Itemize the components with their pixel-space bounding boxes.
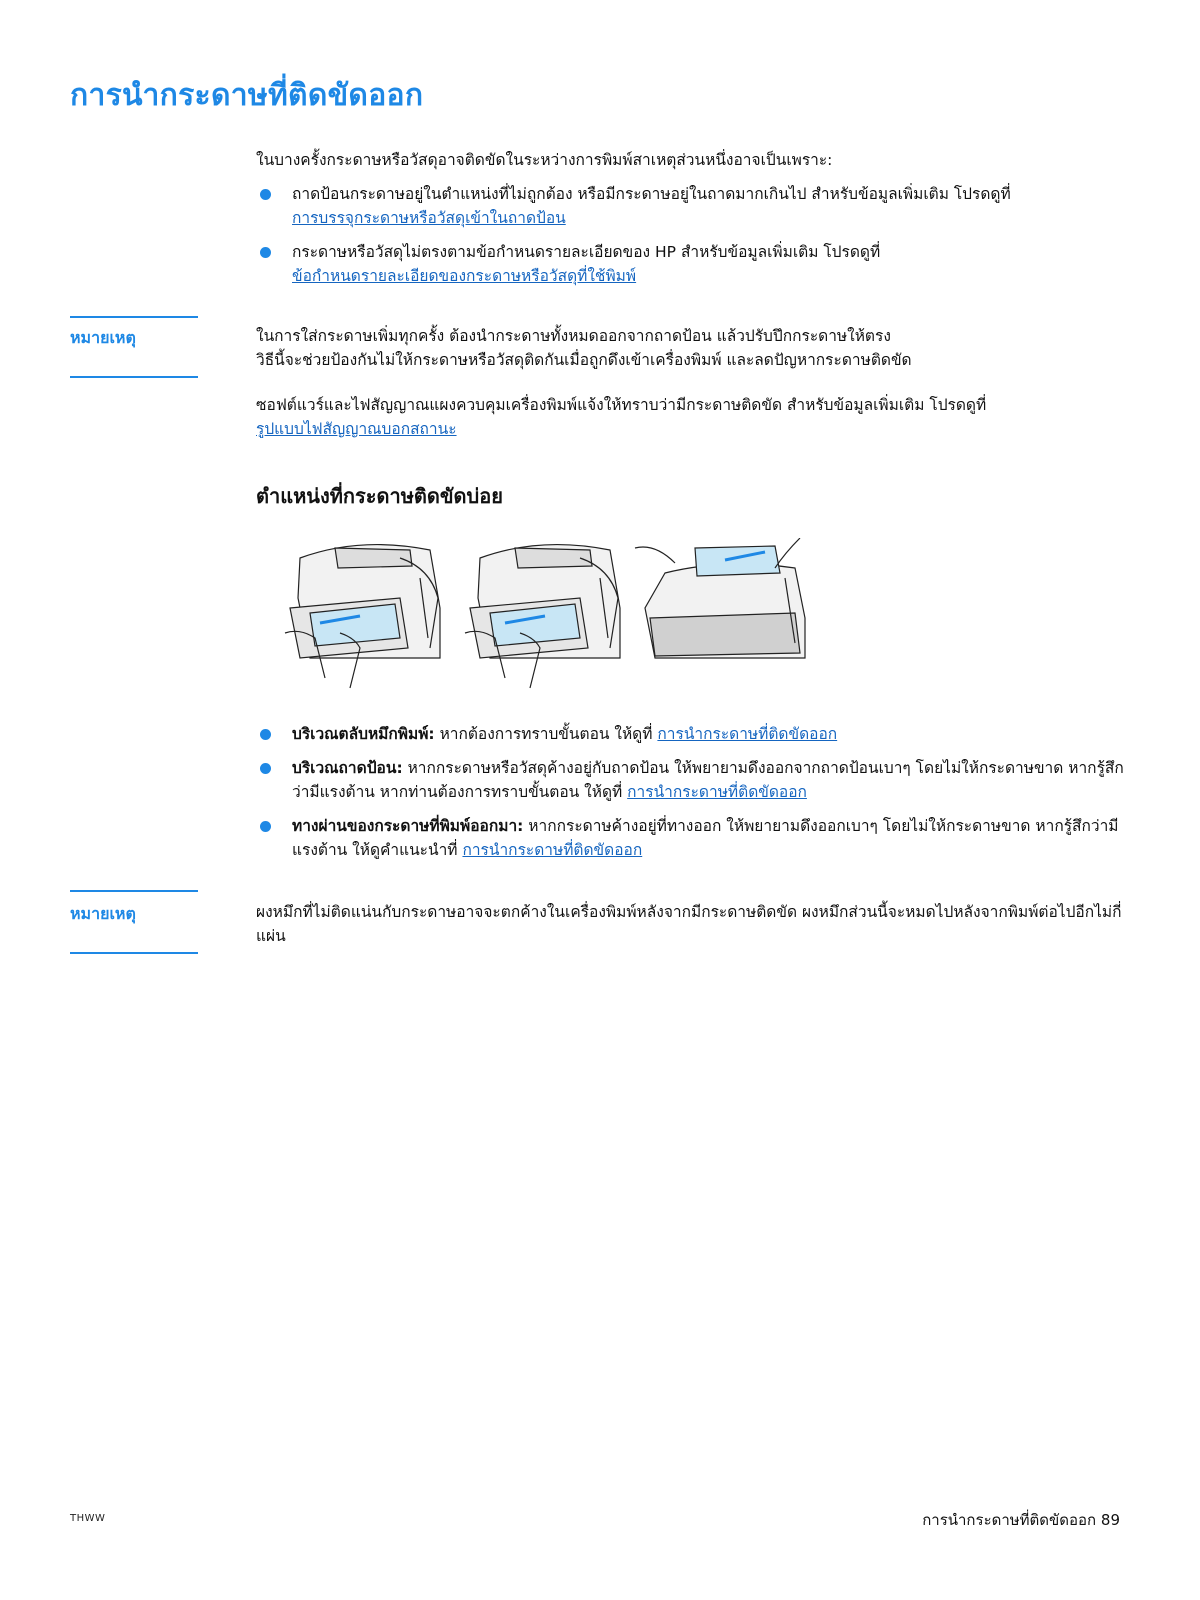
bullet-icon — [260, 189, 271, 200]
link-clearing-jams[interactable]: การนำกระดาษที่ติดขัดออก — [657, 725, 838, 743]
areas-list — [256, 722, 1136, 862]
cause-text: กระดาษหรือวัสดุไม่ตรงตามข้อกำหนดรายละเอียดของ HP สำหรับข้อมูลเพิ่มเติม โปรดดูที่ — [292, 243, 881, 261]
link-clearing-jams[interactable]: การนำกระดาษที่ติดขัดออก — [627, 783, 807, 801]
printer-3-icon — [635, 538, 805, 658]
bullet-icon — [260, 821, 271, 832]
note-rule-bottom — [70, 952, 198, 954]
area-text: หากกระดาษค้างอยู่ที่ทางออก ให้พยายามดึงออกเบาๆ โดยไม่ให้กระดาษขาด หากรู้สึกว่ามีแรงต้าน ให้ดูคำแนะนำที่ — [292, 817, 1119, 859]
bullet-icon — [260, 763, 271, 774]
printer-1-icon — [285, 545, 440, 688]
list-item — [256, 814, 1136, 862]
note-text-line-2: วิธีนี้จะช่วยป้องกันไม่ให้กระดาษหรือวัสดุติดกันเมื่อถูกดึงเข้าเครื่องพิมพ์ และลดปัญหากระดาษติดขัด — [256, 351, 912, 369]
link-status-lights[interactable]: รูปแบบไฟสัญญาณบอกสถานะ — [256, 420, 457, 438]
software-text: ซอฟต์แวร์และไฟสัญญาณแผงควบคุมเครื่องพิมพ์แจ้งให้ทราบว่ามีกระดาษติดขัด สำหรับข้อมูลเพิ่มเติม โปรดดูที่ — [256, 396, 987, 414]
note-label: หมายเหตุ — [70, 328, 136, 347]
list-item — [256, 182, 1136, 230]
footer-left: THWW — [70, 1513, 106, 1524]
area-label: บริเวณตลับหมึกพิมพ์: — [292, 725, 435, 743]
printer-illustrations — [280, 538, 820, 698]
printer-2-icon — [465, 545, 620, 688]
note-1 — [256, 324, 1136, 372]
note-rule-top — [70, 316, 198, 318]
note-rule-bottom — [70, 376, 198, 378]
section-heading: ตำแหน่งที่กระดาษติดขัดบ่อย — [256, 484, 503, 508]
note-rule-top — [70, 890, 198, 892]
area-text: หากกระดาษหรือวัสดุค้างอยู่กับถาดป้อน ให้พยายามดึงออกจากถาดป้อนเบาๆ โดยไม่ให้กระดาษขาด หากรู้สึกว่ามีแรงต้าน หากท่านต้องการทราบขั้นตอน ให้ดูที่ — [292, 759, 1124, 801]
note-2 — [256, 900, 1136, 948]
footer-page-label: การนำกระดาษที่ติดขัดออก 89 — [922, 1511, 1120, 1529]
jam-areas-section — [256, 722, 1136, 872]
area-label: ทางผ่านของกระดาษที่พิมพ์ออกมา: — [292, 817, 524, 835]
intro-text: ในบางครั้งกระดาษหรือวัสดุอาจติดขัดในระหว่างการพิมพ์สาเหตุส่วนหนึ่งอาจเป็นเพราะ: — [256, 151, 833, 169]
software-paragraph — [256, 393, 1136, 441]
bullet-icon — [260, 247, 271, 258]
list-item — [256, 756, 1136, 804]
area-label: บริเวณถาดป้อน: — [292, 759, 403, 777]
link-clearing-jams[interactable]: การนำกระดาษที่ติดขัดออก — [462, 841, 643, 859]
note-label: หมายเหตุ — [70, 904, 136, 923]
link-loading-paper[interactable]: การบรรจุกระดาษหรือวัสดุเข้าในถาดป้อน — [292, 209, 566, 227]
intro-section — [256, 148, 1136, 298]
list-item — [256, 240, 1136, 288]
bullet-icon — [260, 729, 271, 740]
jam-location-illustrations — [280, 538, 820, 698]
list-item — [256, 722, 1136, 746]
area-text: หากต้องการทราบขั้นตอน ให้ดูที่ — [439, 725, 653, 743]
cause-text: ถาดป้อนกระดาษอยู่ในตำแหน่งที่ไม่ถูกต้อง หรือมีกระดาษอยู่ในถาดมากเกินไป สำหรับข้อมูลเพิ่มเติม โปรดดูที่ — [292, 185, 1011, 203]
link-media-specs[interactable]: ข้อกำหนดรายละเอียดของกระดาษหรือวัสดุที่ใช้พิมพ์ — [292, 267, 637, 285]
note-text: ผงหมึกที่ไม่ติดแน่นกับกระดาษอาจจะตกค้างในเครื่องพิมพ์หลังจากมีกระดาษติดขัด ผงหมึกส่วนนี้จะหมดไปหลังจากพิมพ์ต่อไปอีกไม่กี่แผ่น — [256, 903, 1122, 945]
note-text-line-1: ในการใส่กระดาษเพิ่มทุกครั้ง ต้องนำกระดาษทั้งหมดออกจากถาดป้อน แล้วปรับปึกกระดาษให้ตรง — [256, 327, 891, 345]
causes-list — [256, 182, 1136, 288]
page-title: การนำกระดาษที่ติดขัดออก — [70, 78, 424, 113]
